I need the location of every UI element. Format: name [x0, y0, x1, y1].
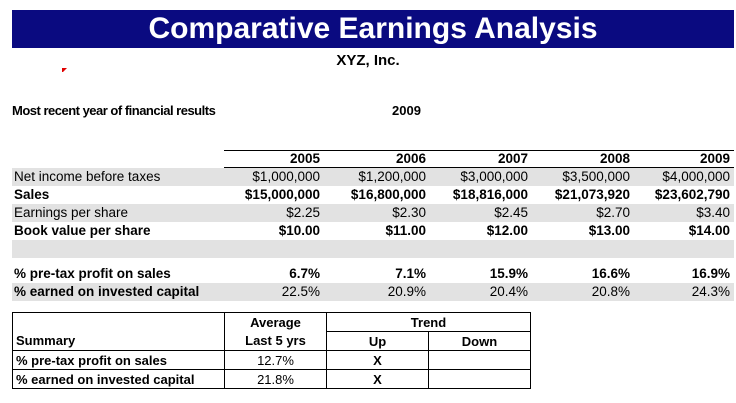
average-header-line1: Average [225, 313, 327, 332]
year-header: 2006 [395, 151, 426, 166]
page-title: Comparative Earnings Analysis [12, 10, 734, 48]
summary-up: X [327, 351, 429, 370]
summary-heading: Summary [13, 332, 225, 351]
table-cell: $15,000,000 [244, 187, 320, 202]
table-cell: $2.70 [596, 205, 630, 220]
average-header-line2: Last 5 yrs [225, 332, 327, 351]
company-name: XYZ, Inc. [336, 52, 400, 69]
summary-down [429, 351, 531, 370]
table-cell: $18,816,000 [452, 187, 528, 202]
table-cell: 15.9% [489, 266, 528, 281]
table-cell: 24.3% [691, 284, 730, 299]
table-cell: 16.6% [591, 266, 630, 281]
table-cell: $10.00 [278, 223, 320, 238]
row-label: Book value per share [14, 223, 151, 238]
table-cell: $1,200,000 [358, 169, 426, 184]
table-cell: $3,000,000 [460, 169, 528, 184]
year-header: 2008 [599, 151, 630, 166]
year-header: 2007 [497, 151, 528, 166]
table-row [12, 222, 734, 240]
table-row [12, 186, 734, 204]
table-cell: $23,602,790 [654, 187, 730, 202]
table-cell: 16.9% [691, 266, 730, 281]
earnings-grid [12, 150, 734, 301]
summary-row [13, 370, 531, 389]
row-label: Net income before taxes [14, 169, 161, 184]
table-row [12, 265, 734, 283]
summary-down [429, 370, 531, 389]
table-cell: $13.00 [588, 223, 630, 238]
summary-average: 12.7% [225, 351, 327, 370]
table-row [12, 283, 734, 301]
year-header-row [12, 150, 734, 168]
spacer-row [12, 258, 734, 265]
trend-header: Trend [327, 313, 531, 332]
trend-up-header: Up [327, 332, 429, 351]
row-label: % pre-tax profit on sales [14, 266, 171, 281]
table-cell: 20.4% [489, 284, 528, 299]
table-cell: $21,073,920 [554, 187, 630, 202]
trend-down-header: Down [429, 332, 531, 351]
recent-year-label: Most recent year of financial results [12, 103, 216, 118]
table-cell: $2.45 [494, 205, 528, 220]
summary-label: % pre-tax profit on sales [13, 351, 225, 370]
cell-comment-marker [62, 68, 67, 73]
table-cell: $2.25 [286, 205, 320, 220]
summary-up: X [327, 370, 429, 389]
table-row [12, 168, 734, 186]
year-header: 2009 [699, 151, 730, 166]
table-cell: 20.9% [387, 284, 426, 299]
row-label: % earned on invested capital [14, 284, 200, 299]
table-cell: $3,500,000 [562, 169, 630, 184]
table-cell: $12.00 [486, 223, 528, 238]
table-cell: 6.7% [289, 266, 320, 281]
row-label: Sales [14, 187, 50, 202]
summary-corner [13, 313, 225, 332]
year-header: 2005 [289, 151, 320, 166]
spacer-row [12, 240, 734, 258]
summary-average: 21.8% [225, 370, 327, 389]
table-cell: $14.00 [688, 223, 730, 238]
table-cell: $4,000,000 [662, 169, 730, 184]
table-cell: 20.8% [591, 284, 630, 299]
table-row [12, 204, 734, 222]
recent-year-value: 2009 [392, 103, 421, 118]
table-cell: $2.30 [392, 205, 426, 220]
summary-row [13, 351, 531, 370]
table-cell: 22.5% [281, 284, 320, 299]
summary-table [12, 312, 531, 389]
table-cell: 7.1% [395, 266, 426, 281]
table-cell: $1,000,000 [252, 169, 320, 184]
row-label: Earnings per share [14, 205, 129, 220]
table-cell: $11.00 [385, 223, 426, 238]
table-cell: $16,800,000 [350, 187, 426, 202]
table-cell: $3.40 [696, 205, 730, 220]
summary-label: % earned on invested capital [13, 370, 225, 389]
